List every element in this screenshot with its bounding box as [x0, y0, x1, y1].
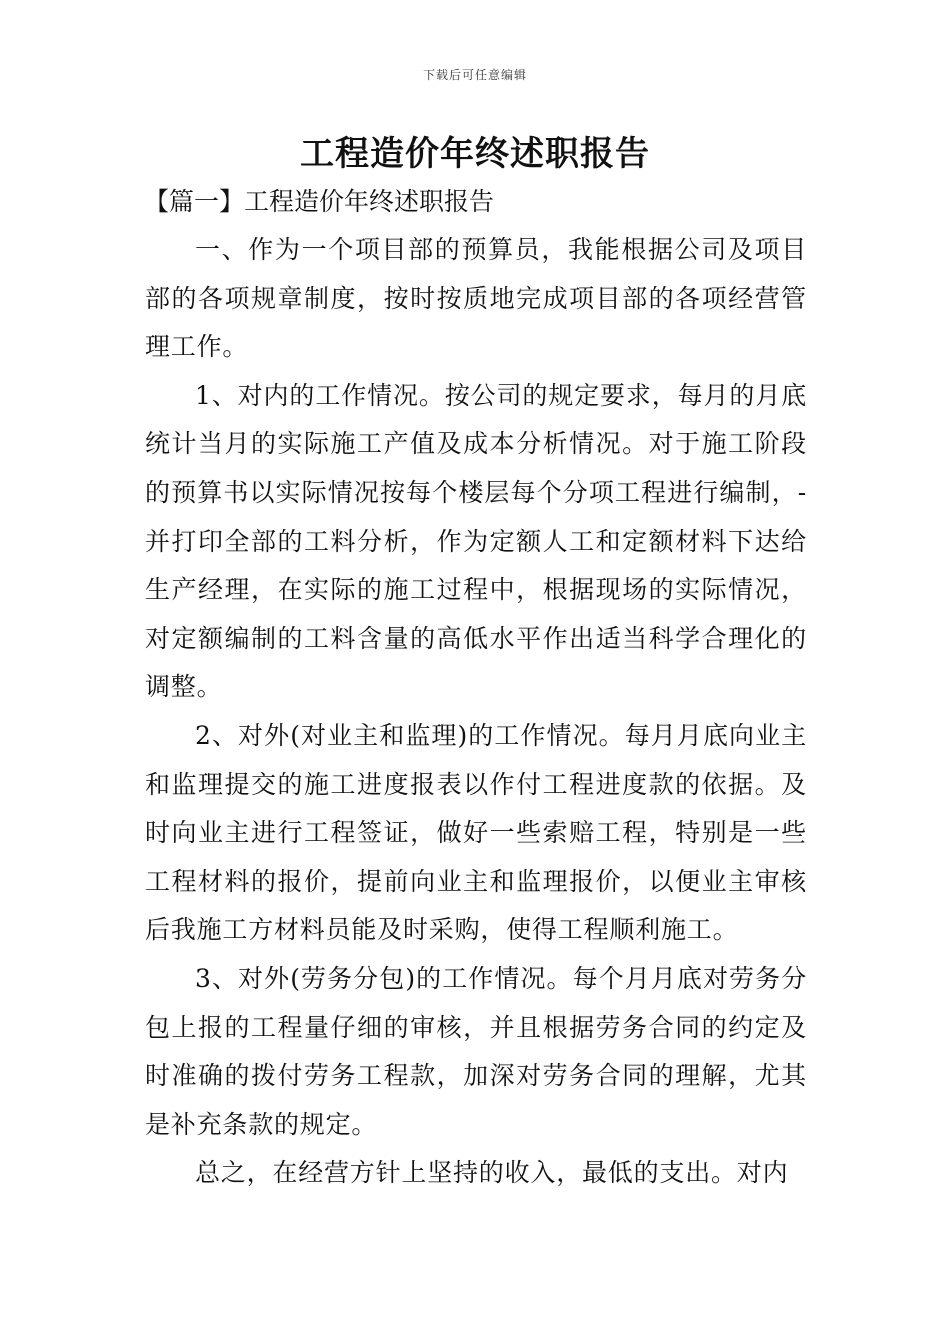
body-text [145, 226, 807, 1198]
paragraph-2: 1、对内的工作情况。按公司的规定要求，每月的月底统计当月的实际施工产值及成本分析情况。对于施工阶段的预算书以实际情况按每个楼层每个分项工程进行编制，-并打印全部的工料分析，作为定额人工和定额材料下达给生产经理，在实际的施工过程中，根据现场的实际情况，对定额编制的工料含量的高低水平作出适当科学合理化的调整。 [145, 380, 807, 702]
section-title: 【篇一】工程造价年终述职报告 [144, 187, 495, 216]
paragraph-1: 一、作为一个项目部的预算员，我能根据公司及项目部的各项规章制度，按时按质地完成项目部的各项经营管理工作。 [145, 235, 807, 362]
paragraph-3: 2、对外(对业主和监理)的工作情况。每月月底向业主和监理提交的施工进度报表以作付工程进度款的依据。及时向业主进行工程签证，做好一些索赔工程，特别是一些工程材料的报价，提前向业主和监理报价，以便业主审核后我施工方材料员能及时采购，使得工程顺利施工。 [145, 720, 807, 945]
header-note: 下载后可任意编辑 [422, 68, 527, 82]
document-title: 工程造价年终述职报告 [300, 134, 650, 174]
paragraph-5: 总之，在经营方针上坚持的收入，最低的支出。对内 [195, 1158, 789, 1188]
paragraph-4: 3、对外(劳务分包)的工作情况。每个月月底对劳务分包上报的工程量仔细的审核，并且根据劳务合同的约定及时准确的拨付劳务工程款，加深对劳务合同的理解，尤其是补充条款的规定。 [145, 963, 807, 1139]
